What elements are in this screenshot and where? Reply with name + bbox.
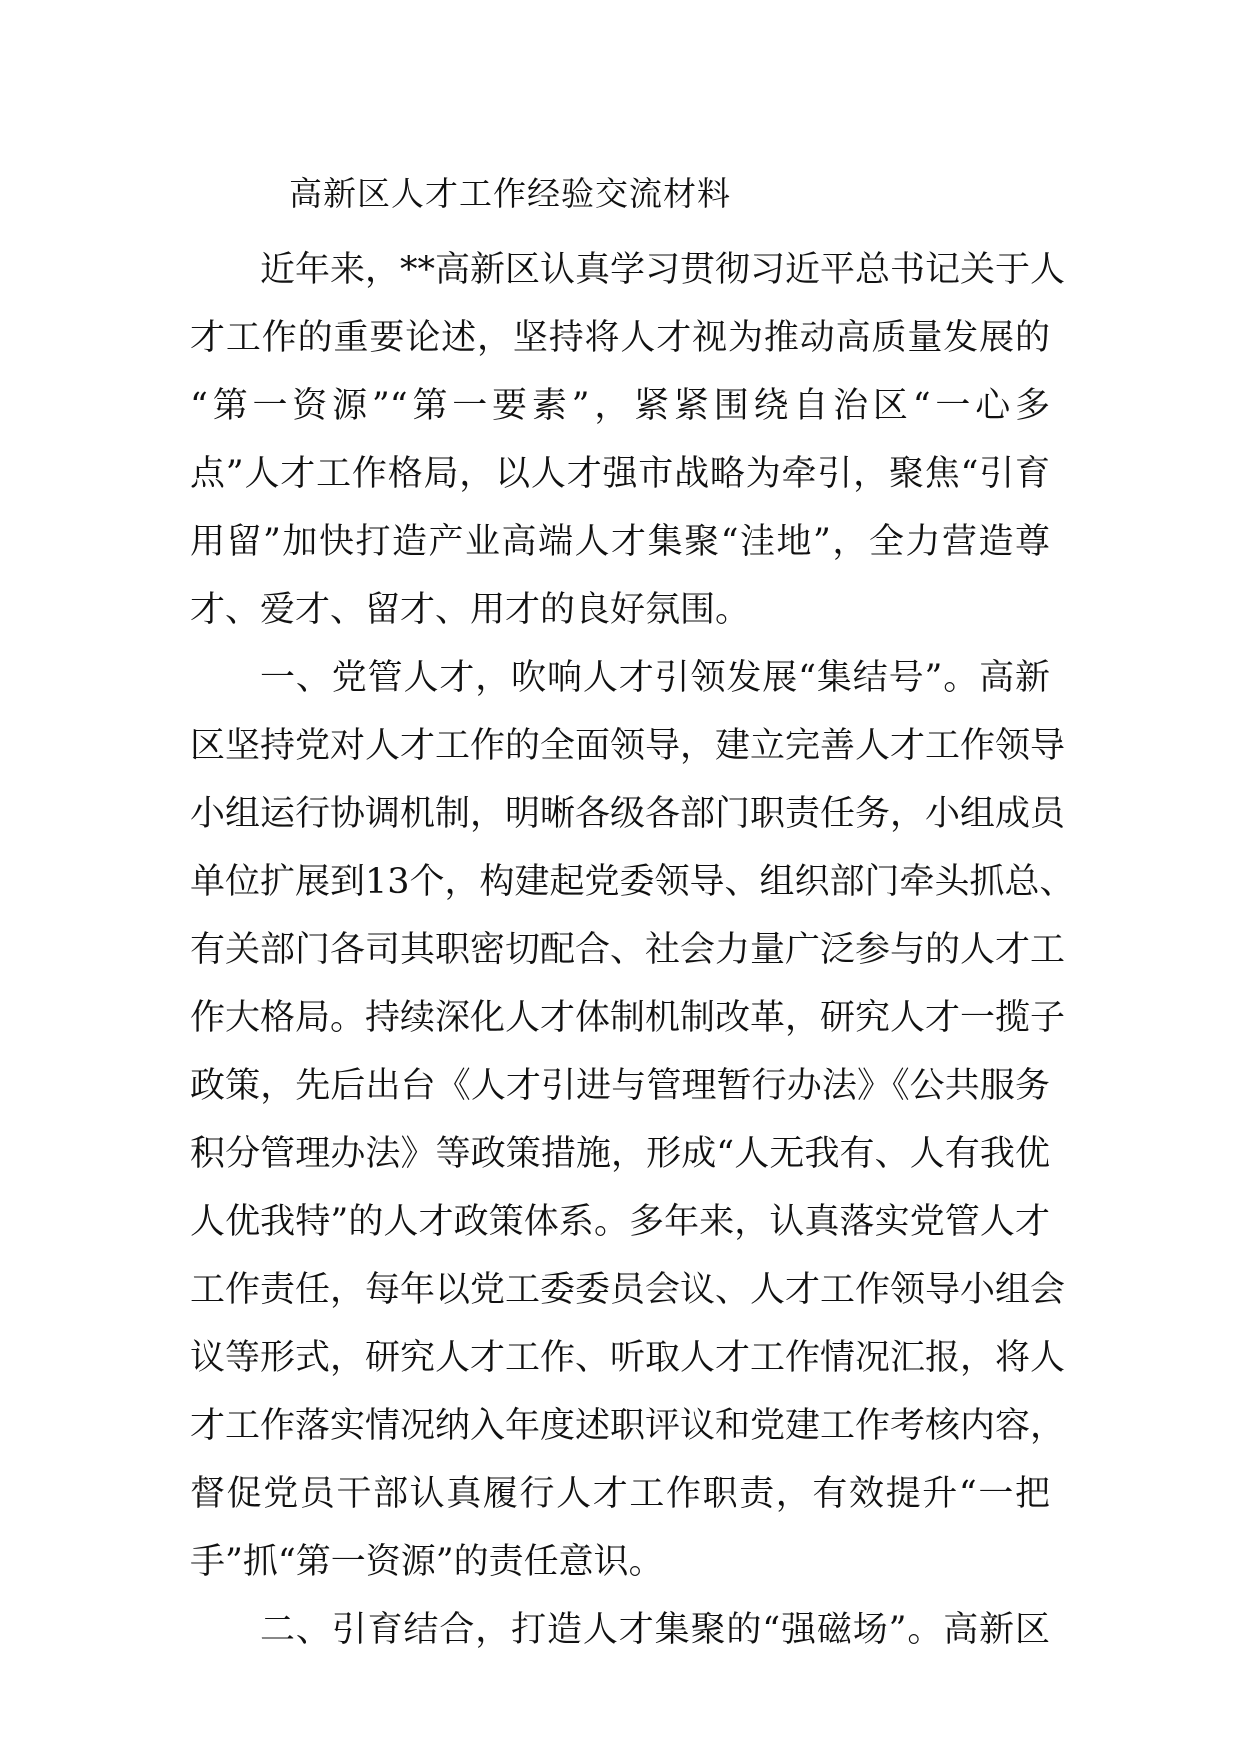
paragraph-line: 一、党管人才，吹响人才引领发展“集结号”。高新: [260, 658, 1050, 698]
paragraph-line: 才、爱才、留才、用才的良好氛围。: [190, 590, 751, 630]
paragraph-line: 手”抓“第一资源”的责任意识。: [190, 1542, 664, 1582]
paragraph-line: 二、引育结合，打造人才集聚的“强磁场”。高新区: [260, 1610, 1050, 1650]
paragraph-line: 政策，先后出台《人才引进与管理暂行办法》《公共服务: [190, 1066, 1050, 1106]
paragraph-line: 作大格局。持续深化人才体制机制改革，研究人才一揽子: [190, 998, 1066, 1038]
paragraph-line: 督促党员干部认真履行人才工作职责，有效提升“一把: [190, 1474, 1050, 1514]
paragraph-line: 小组运行协调机制，明晰各级各部门职责任务，小组成员: [190, 794, 1066, 834]
document-body: [190, 236, 1075, 1664]
paragraph-line: 才工作的重要论述，坚持将人才视为推动高质量发展的: [190, 318, 1050, 358]
paragraph-line: 有关部门各司其职密切配合、社会力量广泛参与的人才工: [190, 930, 1066, 970]
paragraph-line: 才工作落实情况纳入年度述职评议和党建工作考核内容，: [190, 1406, 1066, 1446]
paragraph-line: 单位扩展到13个，构建起党委领导、组织部门牵头抓总、: [190, 862, 1075, 902]
document-title: 高新区人才工作经验交流材料: [289, 174, 731, 213]
paragraph-line: 点”人才工作格局，以人才强市战略为牵引，聚焦“引育: [190, 454, 1050, 494]
paragraph-line: 议等形式，研究人才工作、听取人才工作情况汇报，将人: [190, 1338, 1066, 1378]
paragraph-line: 近年来，**高新区认真学习贯彻习近平总书记关于人: [260, 250, 1066, 290]
paragraph-line: 用留”加快打造产业高端人才集聚“洼地”，全力营造尊: [190, 522, 1050, 562]
paragraph-line: 区坚持党对人才工作的全面领导，建立完善人才工作领导: [190, 726, 1066, 766]
paragraph-line: 工作责任，每年以党工委委员会议、人才工作领导小组会: [190, 1270, 1066, 1310]
paragraph-line: 积分管理办法》等政策措施，形成“人无我有、人有我优: [190, 1134, 1050, 1174]
paragraph-line: “第一资源”“第一要素”，紧紧围绕自治区“一心多: [190, 386, 1050, 426]
paragraph-line: 人优我特”的人才政策体系。多年来，认真落实党管人才: [190, 1202, 1050, 1242]
